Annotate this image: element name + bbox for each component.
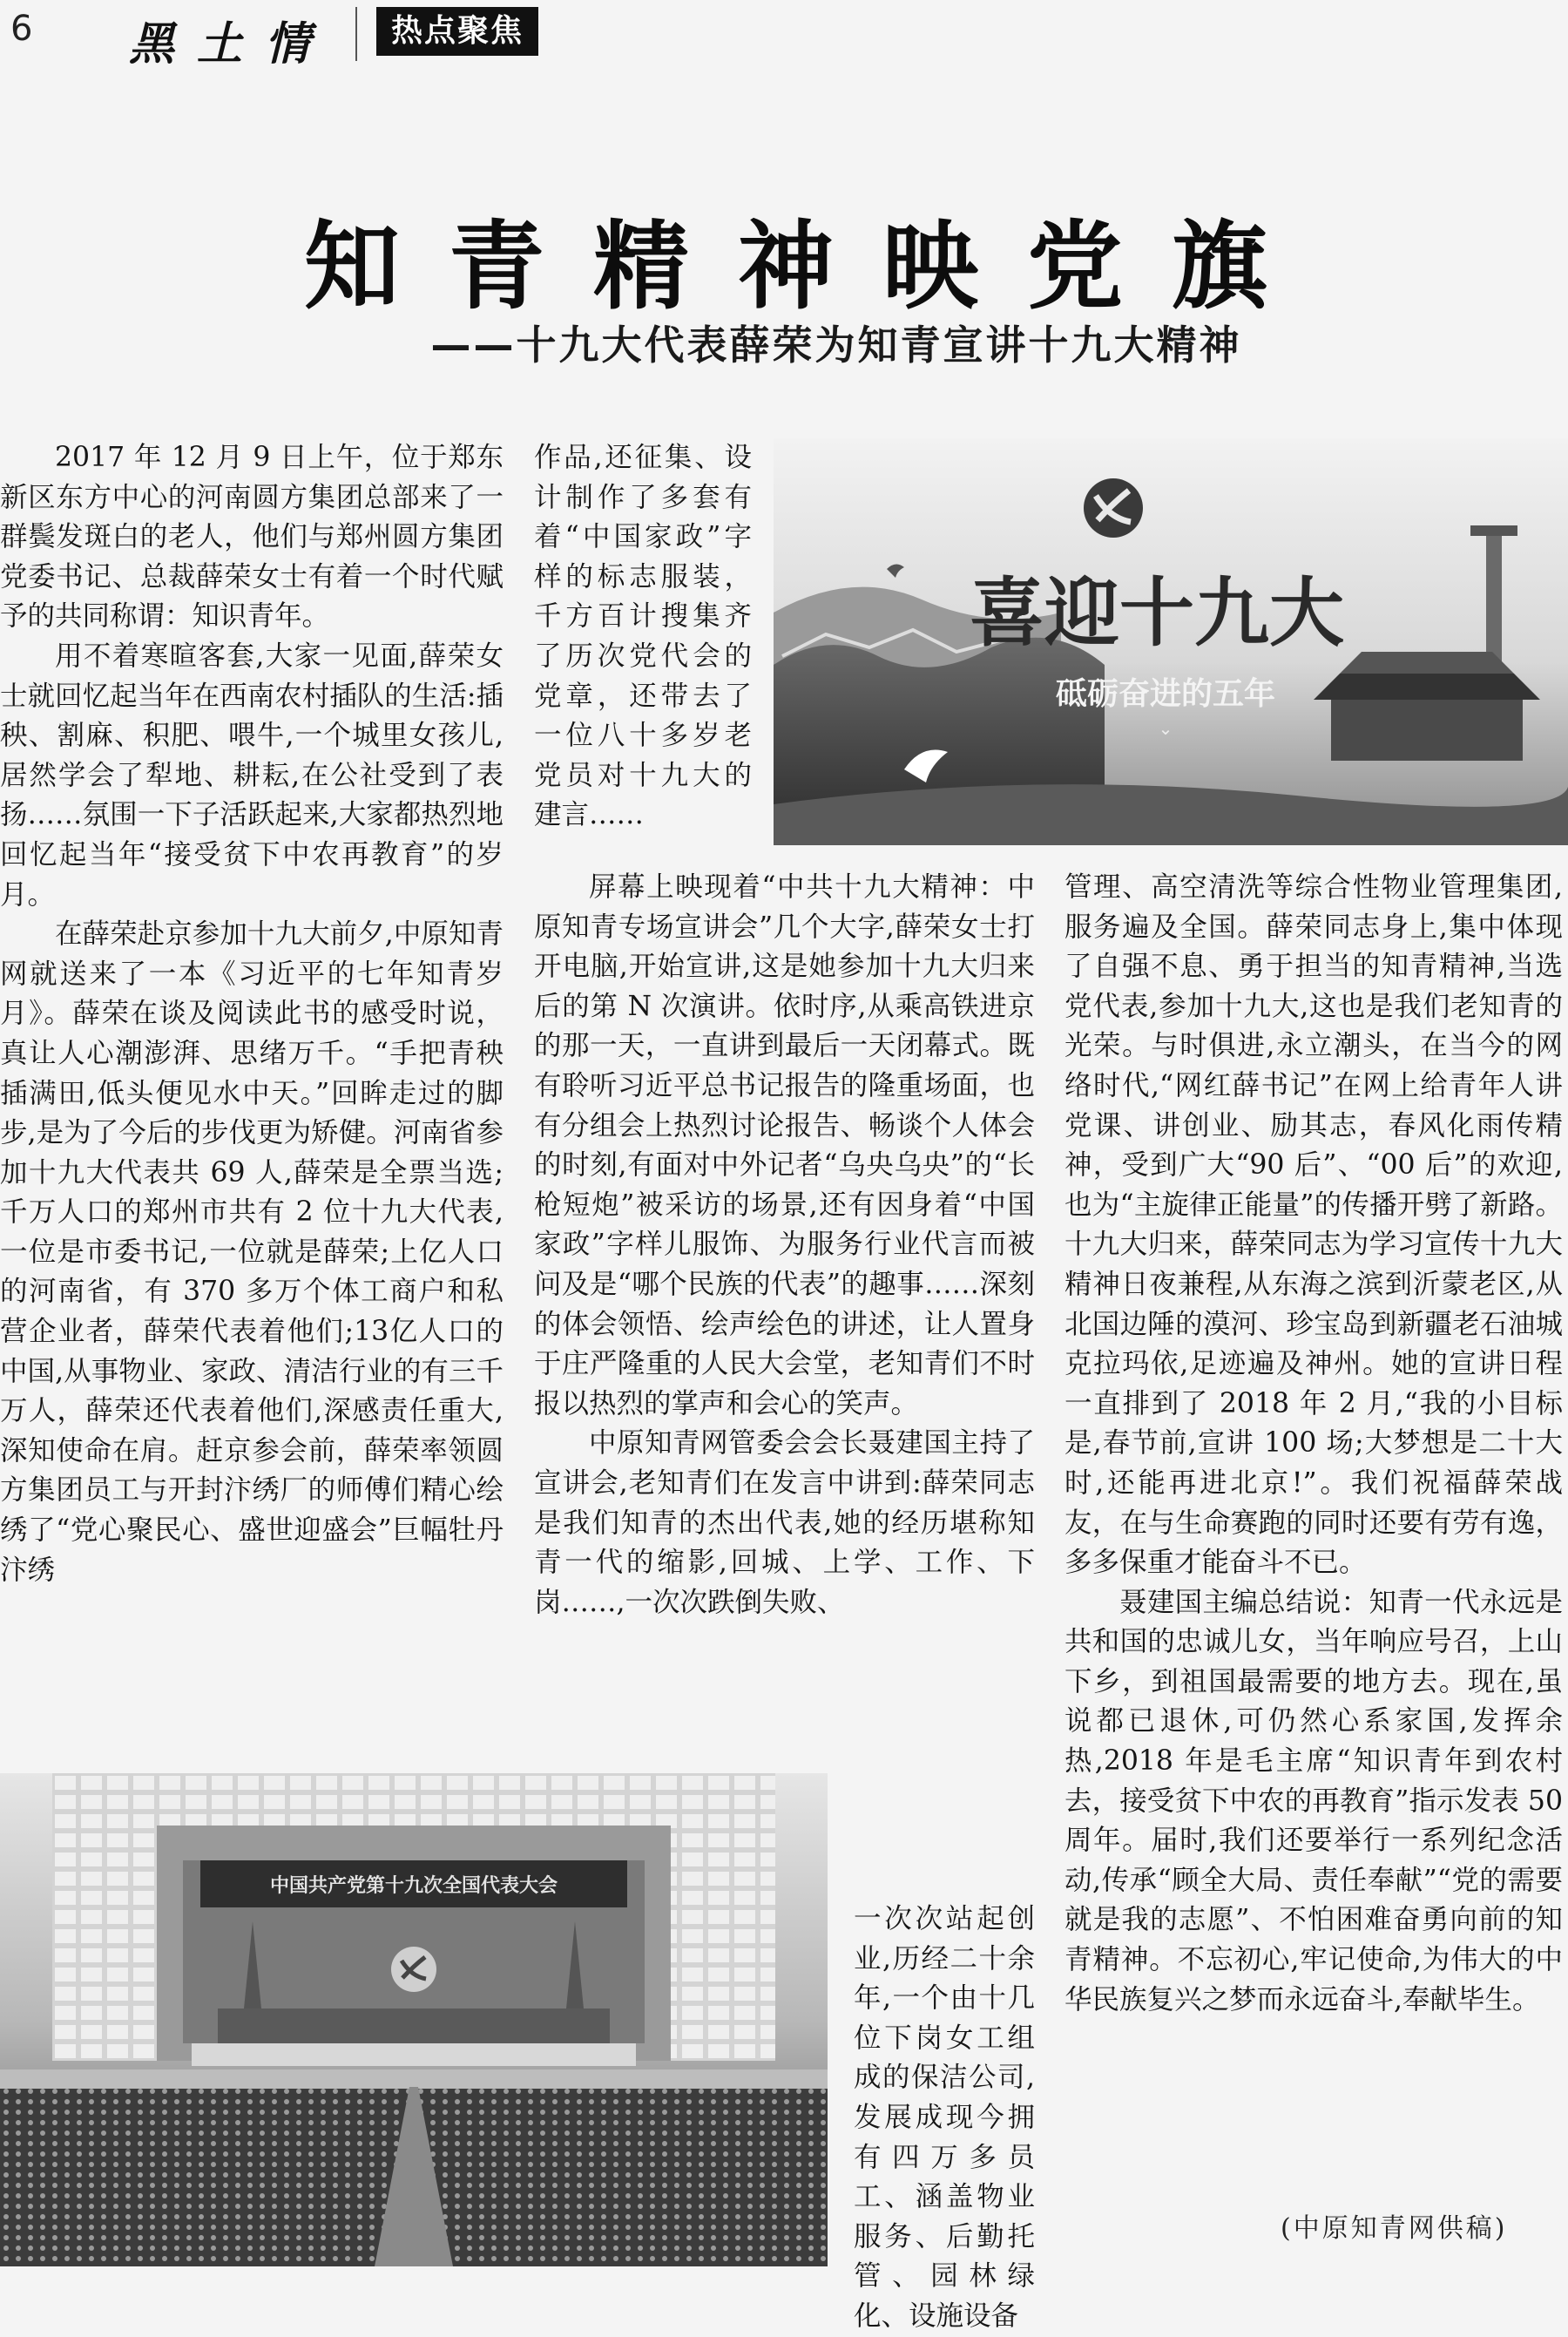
paragraph: 聂建国主编总结说：知青一代永远是共和国的忠诚儿女，当年响应号召，上山下乡，到祖国最需要的地方去。现在,虽说都已退休,可仍然心系家国,发挥余热,2018 年是毛主席“知识青年到农村去，接受贫下中农的再教育”指示发表 50 周年。届时,我们还要举行一系列纪念活动,传承“顾全大局、责任奉献”“党的需要就是我的志愿”、不怕困难奋勇向前的知青精神。不忘初心,牢记使命,为伟大的中华民族复兴之梦而永远奋斗,奉献毕生。 <box>1064 1586 1563 2015</box>
paragraph: 2017 年 12 月 9 日上午，位于郑东新区东方中心的河南圆方集团总部来了一群鬓发斑白的老人，他们与郑州圆方集团党委书记、总裁薛荣女士有着一个时代赋予的共同称谓：知识青年。 <box>0 442 504 633</box>
great-hall-photo <box>0 1773 828 2266</box>
paragraph: 一次次站起创业,历经二十余年,一个由十几位下岗女工组成的保洁公司,发展成现今拥有四万多员工、涵盖物业服务、后勤托管、园林绿化、设施设备 <box>854 1903 1035 2332</box>
paragraph: 管理、高空清洗等综合性物业管理集团,服务遍及全国。薛荣同志身上,集中体现了自强不息、勇于担当的知青精神,当选党代表,参加十九大,这也是我们老知青的光荣。与时俱进,永立潮头，在当今的网络时代,“网红薛书记”在网上给青年人讲党课、讲创业、励其志，春风化雨传精神，受到广大“90 后”、“00 后”的欢迎,也为“主旋律正能量”的传播开劈了新路。十九大归来，薛荣同志为学习宣传十九大精神日夜兼程,从东海之滨到沂蒙老区,从北国边陲的漠河、珍宝岛到新疆老石油城克拉玛依,足迹遍及神州。她的宣讲日程一直排到了 2018 年 2 月,“我的小目标是,春节前,宣讲 100 场;大梦想是二十大时,还能再进北京!”。我们祝福薛荣战友，在与生命赛跑的同时还要有劳有逸，多多保重才能奋斗不已。 <box>1064 871 1563 1579</box>
section-badge: 热点聚焦 <box>376 7 538 56</box>
party-emblem-icon <box>1084 478 1143 538</box>
newspaper-masthead: 黑土情 <box>129 17 334 71</box>
masthead-divider <box>355 7 357 61</box>
article-column-2-bottom <box>854 1900 1035 2337</box>
paragraph: 作品,还征集、设计制作了多套有着“中国家政”字样的标志服装，千方百计搜集齐了历次党代会的党章，还带去了一位八十多岁老党员对十九大的建言…… <box>534 442 752 831</box>
tiananmen-icon <box>1314 652 1540 761</box>
banner-title: 喜迎十九大 <box>970 569 1344 657</box>
article-column-2-middle <box>534 868 1035 1622</box>
article-subheadline: ——十九大代表薛荣为知青宣讲十九大精神 <box>430 322 1242 369</box>
paragraph: 中原知青网管委会会长聂建国主持了宣讲会,老知青们在发言中讲到:薛荣同志是我们知青的杰出代表,她的经历堪称知青一代的缩影,回城、上学、工作、下岗……,一次次跌倒失败、 <box>534 1427 1035 1618</box>
paragraph: 屏幕上映现着“中共十九大精神：中原知青专场宣讲会”几个大字,薛荣女士打开电脑,开始宣讲,这是她参加十九大归来后的第 N 次演讲。依时序,从乘高铁进京的那一天，一直讲到最后一天闭幕式。既有聆听习近平总书记报告的隆重场面，也有分组会上热烈讨论报告、畅谈个人体会的时刻,有面对中外记者“乌央乌央”的“长枪短炮”被采访的场景,还有因身着“中国家政”字样儿服饰、为服务行业代言而被问及是“哪个民族的代表”的趣事……深刻的体会领悟、绘声绘色的讲述，让人置身于庄严隆重的人民大会堂，老知青们不时报以热烈的掌声和会心的笑声。 <box>534 871 1035 1419</box>
article-column-2-top <box>534 438 752 836</box>
article-column-3 <box>1064 868 1563 2020</box>
party-emblem-icon <box>391 1947 436 1992</box>
article-credit: (中原知青网供稿) <box>1281 2213 1508 2244</box>
article-column-1 <box>0 438 504 1590</box>
paragraph: 用不着寒暄客套,大家一见面,薛荣女士就回忆起当年在西南农村插队的生活:插秧、割麻、积肥、喂牛,一个城里女孩儿,居然学会了犁地、耕耘,在公社受到了表扬……氛围一下子活跃起来,大家都热烈地回忆起当年“接受贫下中农再教育”的岁月。 <box>0 640 504 911</box>
stage-banner: 中国共产党第十九次全国代表大会 <box>269 1875 558 1897</box>
paragraph: 在薛荣赴京参加十九大前夕,中原知青网就送来了一本《习近平的七年知青岁月》。薛荣在谈及阅读此书的感受时说，真让人心潮澎湃、思绪万千。“手把青秧插满田,低头便见水中天。”回眸走过的脚步,是为了今后的步伐更为矫健。河南省参加十九大代表共 69 人,薛荣是全票当选;千万人口的郑州市共有 2 位十九大代表,一位是市委书记,一位就是薛荣;上亿人口的河南省，有 370 多万个体工商户和私营企业者，薛荣代表着他们;13亿人口的中国,从事物业、家政、清洁行业的有三千万人，薛荣还代表着他们,深感责任重大,深知使命在肩。赶京参会前，薛荣率领圆方集团员工与开封汴绣厂的师傅们精心绘绣了“党心聚民心、盛世迎盛会”巨幅牡丹汴绣 <box>0 918 504 1586</box>
chevron-down-icon: ⌄ <box>1158 718 1173 739</box>
page-number: 6 <box>10 9 33 49</box>
article-headline: 知青精神映党旗 <box>304 210 1316 322</box>
banner-photo <box>774 438 1568 845</box>
banner-subtitle: 砥砺奋进的五年 <box>1055 676 1276 712</box>
